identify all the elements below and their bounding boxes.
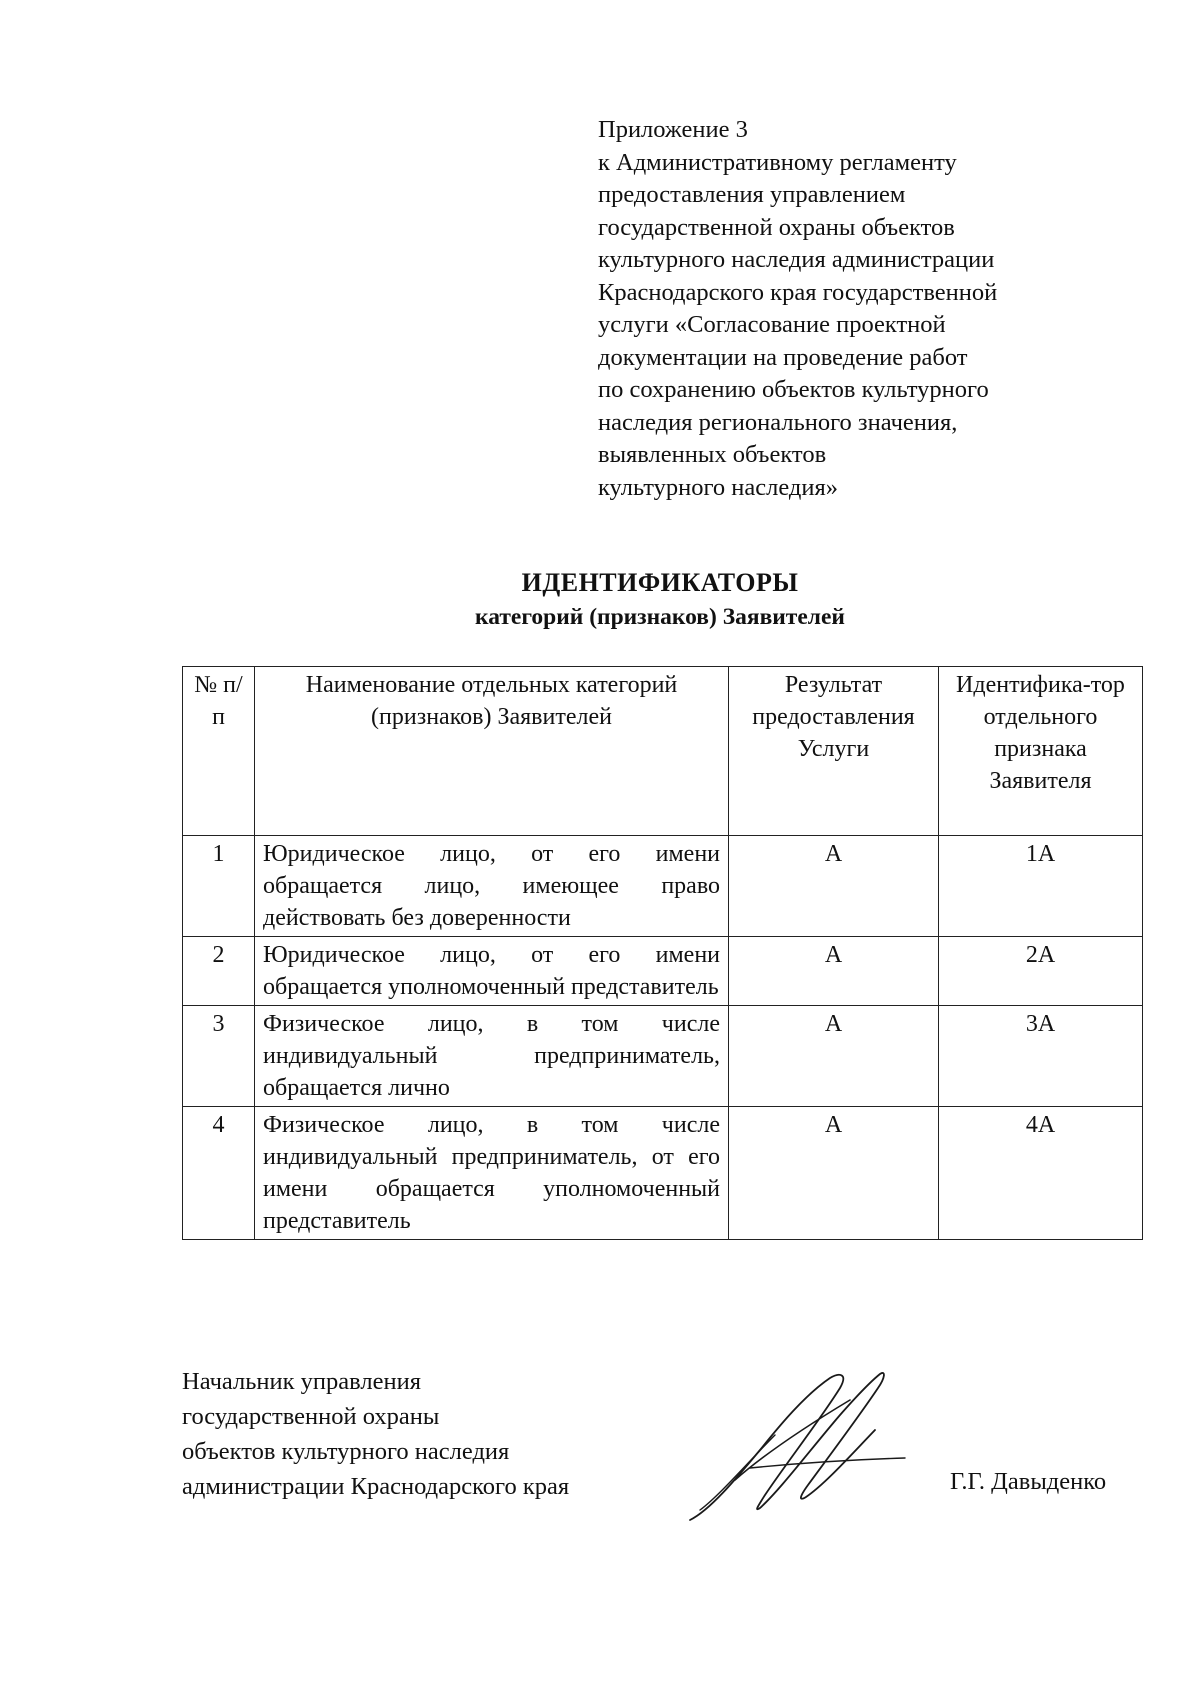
cell-num: 4 bbox=[183, 1107, 255, 1240]
appendix-line: по сохранению объектов культурного bbox=[598, 376, 989, 403]
cell-num: 3 bbox=[183, 1006, 255, 1107]
appendix-line: культурного наследия администрации bbox=[598, 246, 995, 273]
header-num: № п/п bbox=[183, 667, 255, 836]
handwritten-signature bbox=[680, 1360, 910, 1540]
table-row bbox=[183, 836, 1143, 937]
cell-result: А bbox=[729, 937, 939, 1006]
appendix-line: наследия регионального значения, bbox=[598, 408, 958, 436]
appendix-block bbox=[598, 114, 1118, 504]
table-row bbox=[183, 1006, 1143, 1107]
cell-name: Физическое лицо, в том числе индивидуальный предприниматель, от его имени обращается уполномоченный представитель bbox=[255, 1107, 729, 1240]
cell-id: 4А bbox=[939, 1107, 1143, 1240]
cell-id: 3А bbox=[939, 1006, 1143, 1107]
cell-name: Юридическое лицо, от его имени обращается лицо, имеющее право действовать без доверенности bbox=[255, 836, 729, 937]
appendix-line: документации на проведение работ bbox=[598, 343, 968, 371]
signer-position bbox=[182, 1364, 569, 1504]
appendix-line: государственной охраны объектов bbox=[598, 213, 955, 241]
appendix-line: услуги «Согласование проектной bbox=[598, 311, 946, 338]
identifiers-table bbox=[182, 666, 1143, 1240]
appendix-line: Краснодарского края государственной bbox=[598, 278, 998, 306]
header-id: Идентифика-тор отдельного признака Заявителя bbox=[939, 667, 1143, 836]
signer-position-line: объектов культурного наследия bbox=[182, 1438, 510, 1465]
signer-position-line: администрации Краснодарского края bbox=[182, 1473, 570, 1500]
cell-id: 2А bbox=[939, 937, 1143, 1006]
cell-num: 2 bbox=[183, 937, 255, 1006]
signer-name: Г.Г. Давыденко bbox=[950, 1468, 1107, 1495]
document-title: ИДЕНТИФИКАТОРЫ bbox=[521, 568, 799, 597]
cell-id: 1А bbox=[939, 836, 1143, 937]
header-name: Наименование отдельных категорий (признаков) Заявителей bbox=[255, 667, 729, 836]
cell-result: А bbox=[729, 1006, 939, 1107]
table-header-row bbox=[183, 667, 1143, 836]
cell-name: Юридическое лицо, от его имени обращается уполномоченный представитель bbox=[255, 937, 729, 1006]
appendix-line: предоставления управлением bbox=[598, 181, 906, 208]
appendix-line: Приложение 3 bbox=[598, 116, 748, 143]
document-subtitle: категорий (признаков) Заявителей bbox=[475, 604, 845, 630]
cell-result: А bbox=[729, 836, 939, 937]
appendix-line: культурного наследия» bbox=[598, 473, 838, 501]
appendix-line: выявленных объектов bbox=[598, 441, 827, 468]
header-result: Результат предоставления Услуги bbox=[729, 667, 939, 836]
signer-position-line: Начальник управления bbox=[182, 1368, 421, 1395]
signer-position-line: государственной охраны bbox=[182, 1403, 440, 1430]
appendix-line: к Административному регламенту bbox=[598, 148, 957, 176]
table-row bbox=[183, 1107, 1143, 1240]
table-row bbox=[183, 937, 1143, 1006]
cell-result: А bbox=[729, 1107, 939, 1240]
cell-num: 1 bbox=[183, 836, 255, 937]
cell-name: Физическое лицо, в том числе индивидуальный предприниматель, обращается лично bbox=[255, 1006, 729, 1107]
